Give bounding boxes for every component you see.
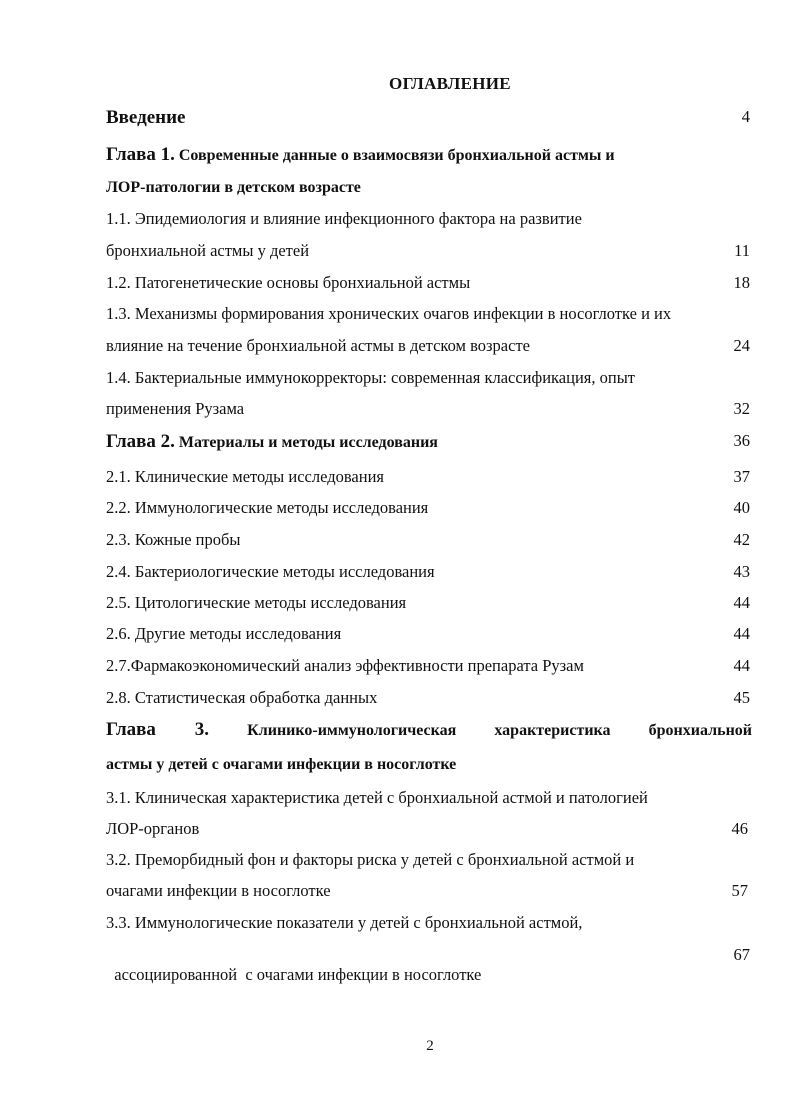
toc-entry-3-3-line2	[106, 945, 752, 1005]
toc-entry-1-1-line1	[106, 209, 752, 229]
section-3-2-text-cont: очагами инфекции в носоглотке	[106, 881, 331, 900]
section-3-2-page: 57	[731, 881, 748, 900]
section-2-2-text: 2.2. Иммунологические методы исследования	[106, 498, 429, 517]
chapter-1-title-line1: Современные данные о взаимосвязи бронхиальной астмы и	[178, 147, 615, 164]
section-3-3-page: 67	[733, 945, 750, 964]
page-number: 2	[426, 1038, 434, 1054]
intro-label: Введение	[106, 107, 186, 128]
section-1-3-text-cont: влияние на течение бронхиальной астмы в детском возрасте	[106, 336, 530, 355]
toc-entry-2-3	[106, 530, 752, 550]
chapter-2-page: 36	[733, 431, 750, 450]
toc-entry-2-2	[106, 498, 752, 518]
section-2-5-page: 44	[733, 593, 750, 612]
chapter-3-heading-cont	[106, 756, 752, 774]
section-2-7-page: 44	[733, 656, 750, 675]
toc-entry-3-2-line2	[106, 881, 752, 901]
toc-entry-2-7	[106, 656, 752, 676]
chapter-2-title: Материалы и методы исследования	[178, 434, 438, 451]
section-3-1-page: 46	[731, 819, 748, 838]
section-3-3-text: 3.3. Иммунологические показатели у детей с бронхиальной астмой,	[106, 913, 583, 932]
section-1-4-text-cont: применения Рузама	[106, 399, 245, 418]
section-2-6-text: 2.6. Другие методы исследования	[106, 624, 342, 643]
toc-entry-2-1	[106, 467, 752, 487]
chapter-1-heading-cont	[106, 179, 752, 197]
section-1-3-page: 24	[733, 336, 750, 355]
toc-entry-3-2-line1	[106, 850, 752, 870]
section-1-3-text: 1.3. Механизмы формирования хронических очагов инфекции в носоглотке и их	[106, 304, 672, 323]
section-1-4-text: 1.4. Бактериальные иммунокорректоры: современная классификация, опыт	[106, 368, 635, 387]
chapter-1-heading	[106, 144, 752, 166]
toc-entry-3-1-line2	[106, 819, 752, 839]
chapter-2-heading	[106, 431, 752, 453]
chapter-3-heading	[106, 719, 752, 741]
chapter-3-title-line1: Клинико-иммунологическая характеристика бронхиальной	[247, 722, 752, 739]
toc-entry-3-3-line1	[106, 913, 752, 933]
toc-entry-1-2	[106, 273, 752, 293]
toc-entry-2-6	[106, 624, 752, 644]
chapter-3-title-line2: астмы у детей с очагами инфекции в носоглотке	[106, 756, 457, 773]
section-2-3-text: 2.3. Кожные пробы	[106, 530, 241, 549]
section-2-2-page: 40	[733, 498, 750, 517]
toc-entry-3-1-line1	[106, 788, 752, 808]
section-2-6-page: 44	[733, 624, 750, 643]
section-2-1-page: 37	[733, 467, 750, 486]
section-2-7-text: 2.7.Фармакоэкономический анализ эффективности препарата Рузам	[106, 656, 584, 675]
section-2-5-text: 2.5. Цитологические методы исследования	[106, 593, 407, 612]
section-2-8-text: 2.8. Статистическая обработка данных	[106, 688, 378, 707]
section-2-1-text: 2.1. Клинические методы исследования	[106, 467, 385, 486]
section-1-2-page: 18	[733, 273, 750, 292]
section-2-4-page: 43	[733, 562, 750, 581]
section-1-1-text: 1.1. Эпидемиология и влияние инфекционного фактора на развитие	[106, 209, 582, 228]
toc-entry-2-5	[106, 593, 752, 613]
section-3-1-text-cont: ЛОР-органов	[106, 819, 200, 838]
toc-entry-2-4	[106, 562, 752, 582]
section-3-3-text-cont: ассоциированной с очагами инфекции в носоглотке	[114, 965, 482, 984]
section-2-8-page: 45	[733, 688, 750, 707]
chapter-1-title-line2: ЛОР-патологии в детском возрасте	[106, 179, 361, 196]
toc-entry-1-3-line1	[106, 304, 752, 324]
section-1-1-page: 11	[734, 241, 750, 260]
chapter-2-label: Глава 2.	[106, 431, 175, 452]
section-2-4-text: 2.4. Бактериологические методы исследования	[106, 562, 435, 581]
section-1-4-page: 32	[733, 399, 750, 418]
toc-entry-1-4-line2	[106, 399, 752, 419]
chapter-3-label: Глава 3.	[106, 719, 209, 740]
toc-entry-introduction	[106, 107, 752, 129]
section-3-1-text: 3.1. Клиническая характеристика детей с бронхиальной астмой и патологией	[106, 788, 648, 807]
toc-entry-1-1-line2	[106, 241, 752, 261]
intro-page: 4	[741, 107, 750, 126]
section-1-2-text: 1.2. Патогенетические основы бронхиальной астмы	[106, 273, 471, 292]
section-3-2-text: 3.2. Преморбидный фон и факторы риска у детей с бронхиальной астмой и	[106, 850, 635, 869]
toc-entry-1-4-line1	[106, 368, 752, 388]
section-2-3-page: 42	[733, 530, 750, 549]
section-1-1-text-cont: бронхиальной астмы у детей	[106, 241, 310, 260]
toc-entry-2-8	[106, 688, 752, 708]
chapter-1-label: Глава 1.	[106, 144, 175, 165]
page-title: ОГЛАВЛЕНИЕ	[389, 74, 511, 93]
toc-entry-1-3-line2	[106, 336, 752, 356]
